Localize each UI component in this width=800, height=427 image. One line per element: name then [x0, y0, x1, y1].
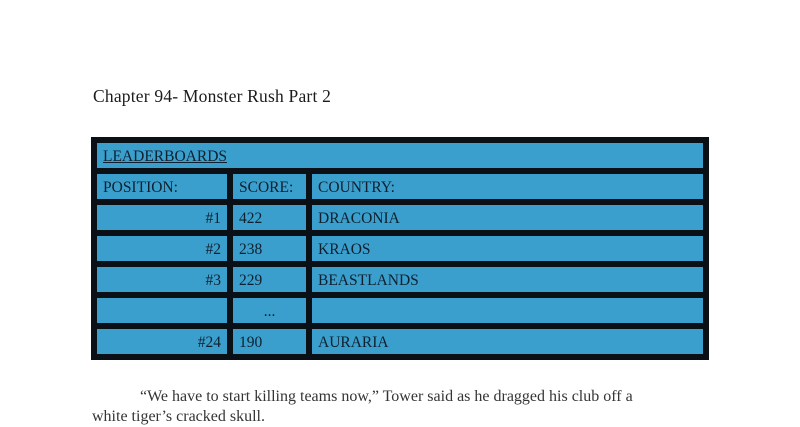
column-header-score: SCORE: — [231, 172, 308, 201]
score-cell: 238 — [231, 234, 308, 263]
score-cell: 422 — [231, 203, 308, 232]
country-cell: DRACONIA — [310, 203, 705, 232]
country-cell: BEASTLANDS — [310, 265, 705, 294]
position-cell — [95, 296, 229, 325]
score-cell: ... — [231, 296, 308, 325]
score-cell: 190 — [231, 327, 308, 356]
country-cell — [310, 296, 705, 325]
leaderboard-row-2 — [95, 234, 705, 263]
position-cell: #1 — [95, 203, 229, 232]
leaderboard-row-1 — [95, 203, 705, 232]
position-cell: #2 — [95, 234, 229, 263]
position-cell: #24 — [95, 327, 229, 356]
column-header-position: POSITION: — [95, 172, 229, 201]
country-cell: AURARIA — [310, 327, 705, 356]
leaderboard-row-24 — [95, 327, 705, 356]
position-cell: #3 — [95, 265, 229, 294]
country-cell: KRAOS — [310, 234, 705, 263]
story-paragraph — [92, 387, 722, 427]
leaderboard-table — [91, 137, 709, 360]
leaderboard-header-row — [95, 172, 705, 201]
leaderboard-title: LEADERBOARDS — [103, 147, 228, 165]
column-header-country: COUNTRY: — [310, 172, 705, 201]
leaderboard-title-row — [95, 141, 705, 170]
leaderboard-row-3 — [95, 265, 705, 294]
leaderboard-title-cell — [95, 141, 705, 170]
story-paragraph-line-2: white tiger’s cracked skull. — [92, 408, 265, 425]
leaderboard-row-gap — [95, 296, 705, 325]
score-cell: 229 — [231, 265, 308, 294]
story-paragraph-line-1: “We have to start killing teams now,” Tower said as he dragged his club off a — [140, 388, 633, 405]
chapter-title: Chapter 94- Monster Rush Part 2 — [93, 86, 332, 106]
